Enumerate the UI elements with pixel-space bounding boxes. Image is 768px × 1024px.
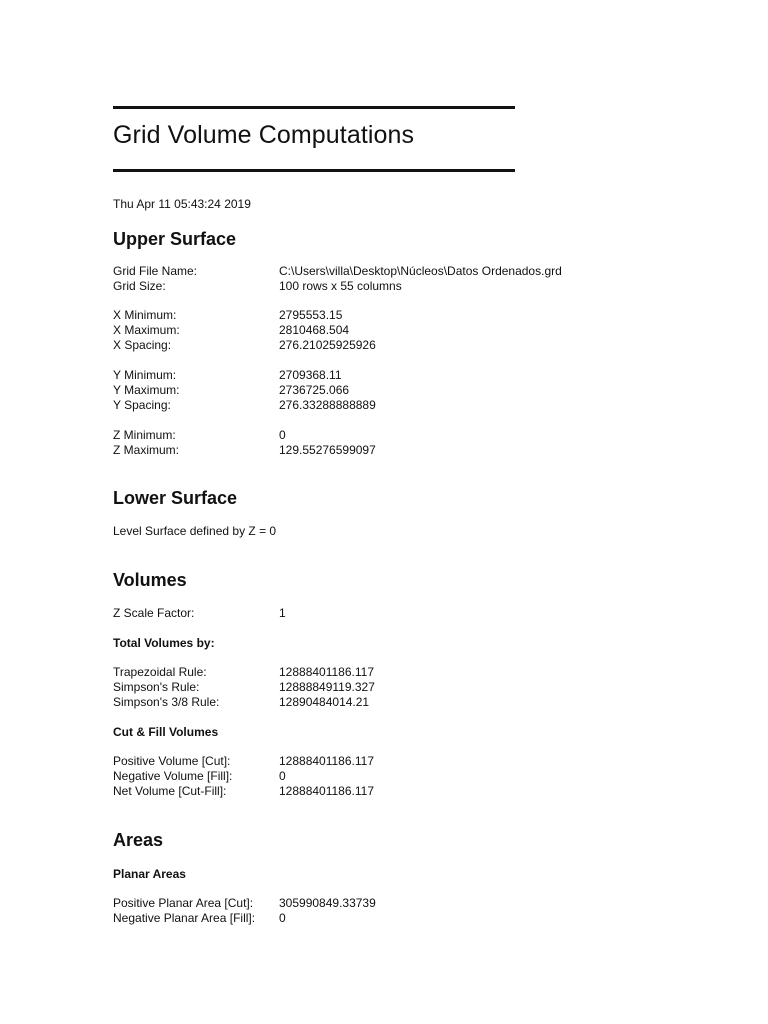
kv-label: Y Minimum:	[113, 368, 177, 382]
kv-label: X Spacing:	[113, 338, 172, 352]
areas-heading: Areas	[113, 830, 164, 850]
kv-value: 305990849.33739	[279, 896, 376, 910]
planar-areas-heading: Planar Areas	[113, 867, 186, 881]
kv-label: Negative Planar Area [Fill]:	[113, 911, 256, 925]
kv-value: 129.55276599097	[279, 443, 376, 457]
kv-label: Grid File Name:	[113, 264, 198, 278]
kv-value: 276.21025925926	[279, 338, 376, 352]
kv-value: 12890484014.21	[279, 695, 370, 709]
title-rule-top	[113, 106, 515, 109]
kv-value: 2795553.15	[279, 308, 343, 322]
kv-value: 0	[279, 428, 286, 442]
title-rule-bottom	[113, 169, 515, 172]
kv-value: 0	[279, 769, 286, 783]
kv-value: 2736725.066	[279, 383, 350, 397]
kv-value: 12888849119.327	[279, 680, 375, 694]
kv-label: Y Maximum:	[113, 383, 180, 397]
upper-surface-heading: Upper Surface	[113, 229, 237, 249]
kv-value: C:\Users\villa\Desktop\Núcleos\Datos Ordenados.grd	[279, 264, 562, 278]
kv-label: Simpson's 3/8 Rule:	[113, 695, 220, 709]
kv-value: 2709368.11	[279, 368, 342, 382]
kv-label: Simpson's Rule:	[113, 680, 200, 694]
kv-label: Grid Size:	[113, 279, 166, 293]
kv-label: Positive Planar Area [Cut]:	[113, 896, 254, 910]
kv-label: X Maximum:	[113, 323, 180, 337]
kv-value: 0	[279, 911, 286, 925]
kv-label: Positive Volume [Cut]:	[113, 754, 231, 768]
report-date: Thu Apr 11 05:43:24 2019	[113, 197, 251, 211]
kv-value: 12888401186.117	[279, 754, 374, 768]
kv-label: X Minimum:	[113, 308, 177, 322]
volumes-heading: Volumes	[113, 570, 187, 590]
cut-fill-heading: Cut & Fill Volumes	[113, 725, 219, 739]
kv-value: 1	[279, 606, 286, 620]
kv-value: 2810468.504	[279, 323, 350, 337]
kv-label: Net Volume [Cut-Fill]:	[113, 784, 227, 798]
lower-surface-text: Level Surface defined by Z = 0	[113, 524, 277, 538]
lower-surface-heading: Lower Surface	[113, 488, 238, 508]
total-volumes-heading: Total Volumes by:	[113, 636, 215, 650]
kv-value: 100 rows x 55 columns	[279, 279, 402, 293]
kv-value: 12888401186.117	[279, 665, 374, 679]
kv-label: Z Scale Factor:	[113, 606, 195, 620]
kv-value: 276.33288888889	[279, 398, 376, 412]
kv-label: Z Minimum:	[113, 428, 176, 442]
kv-value: 12888401186.117	[279, 784, 374, 798]
kv-label: Y Spacing:	[113, 398, 171, 412]
kv-label: Negative Volume [Fill]:	[113, 769, 233, 783]
kv-label: Z Maximum:	[113, 443, 179, 457]
page-title: Grid Volume Computations	[113, 121, 415, 149]
kv-label: Trapezoidal Rule:	[113, 665, 207, 679]
